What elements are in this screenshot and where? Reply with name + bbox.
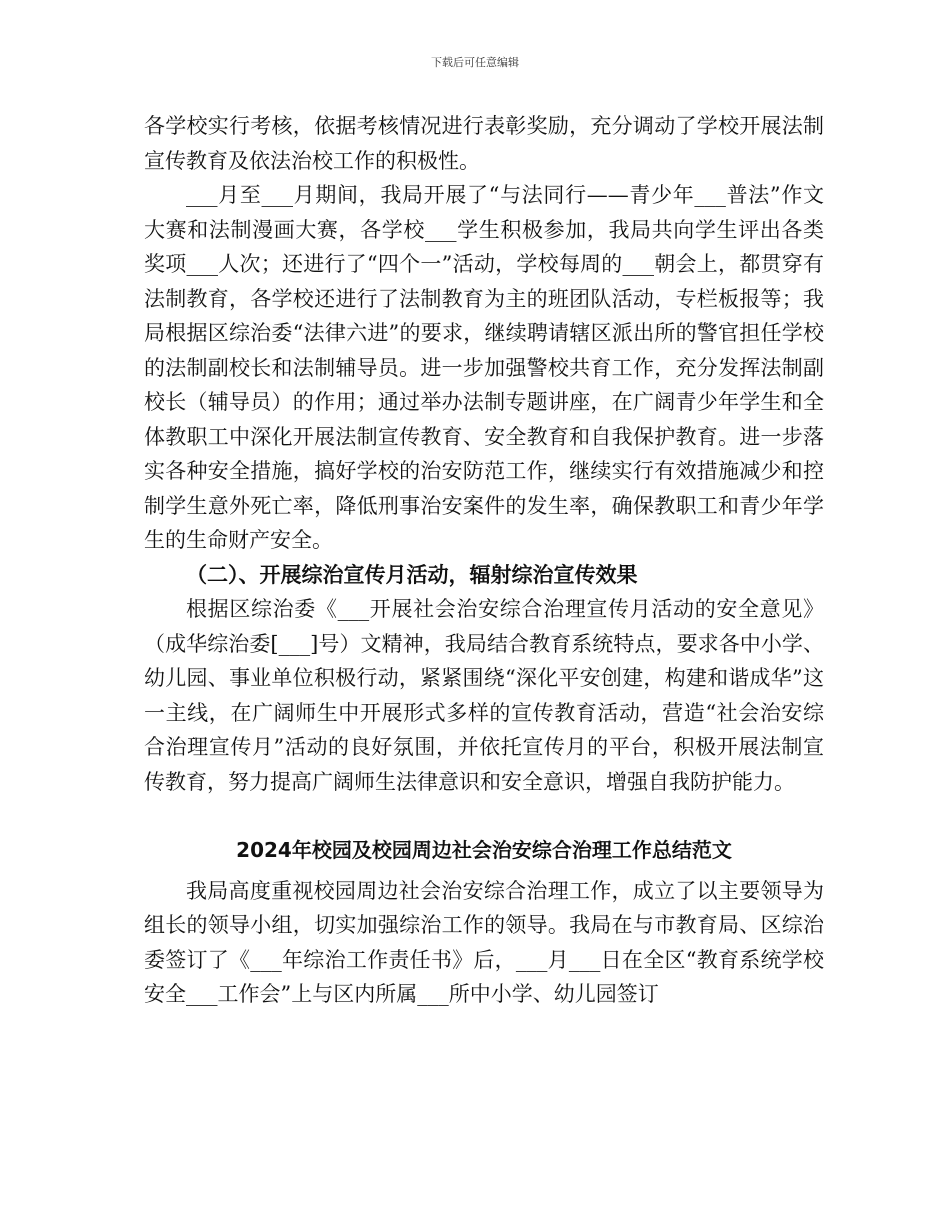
section-heading: （二）、开展综治宣传月活动，辐射综治宣传效果 — [186, 562, 638, 587]
paragraph-activities: ___月至___月期间，我局开展了“与法同行——青少年___普法”作文大赛和法制漫画大赛，各学校___学生积极参加，我局共向学生评出各类奖项___人次；还进行了“四个一”活动，学校每周的___朝会上，都贯穿有法制教育，各学校还进行了法制教育为主的班团队活动，专栏板报等；我局根据区综治委“法律六进”的要求，继续聘请辖区派出所的警官担任学校的法制副校长和法制辅导员。进一步加强警校共育工作，充分发挥法制副校长（辅导员）的作用；通过举办法制专题讲座，在广阔青少年学生和全体教职工中深化开展法制宣传教育、安全教育和自我保护教育。进一步落实各种安全措施，搞好学校的治安防范工作，继续实行有效措施减少和控制学生意外死亡率，降低刑事治安案件的发生率，确保教职工和青少年学生的生命财产安全。 — [144, 183, 824, 552]
document-title: 2024年校园及校园周边社会治安综合治理工作总结范文 — [236, 838, 732, 862]
paragraph-assessment: 各学校实行考核，依据考核情况进行表彰奖励，充分调动了学校开展法制宣传教育及依法治校工作的积极性。 — [144, 114, 824, 173]
paragraph-summary-intro: 我局高度重视校园周边社会治安综合治理工作，成立了以主要领导为组长的领导小组，切实加强综治工作的领导。我局在与市教育局、区综治委签订了《___年综治工作责任书》后，___月___日在全区“教育系统学校安全___工作会”上与区内所属___所中小学、幼儿园签订 — [144, 878, 824, 1006]
paragraph-publicity-month: 根据区综治委《___开展社会治安综合治理宣传月活动的安全意见》（成华综治委[___]号）文精神，我局结合教育系统特点，要求各中小学、幼儿园、事业单位积极行动，紧紧围绕“深化平安创建，构建和谐成华”这一主线，在广阔师生中开展形式多样的宣传教育活动，营造“社会治安综合治理宣传月”活动的良好氛围，并依托宣传月的平台，积极开展法制宣传教育，努力提高广阔师生法律意识和安全意识，增强自我防护能力。 — [144, 597, 824, 794]
document-body — [144, 109, 824, 1012]
page-header: 下载后可任意编辑 — [431, 56, 519, 69]
